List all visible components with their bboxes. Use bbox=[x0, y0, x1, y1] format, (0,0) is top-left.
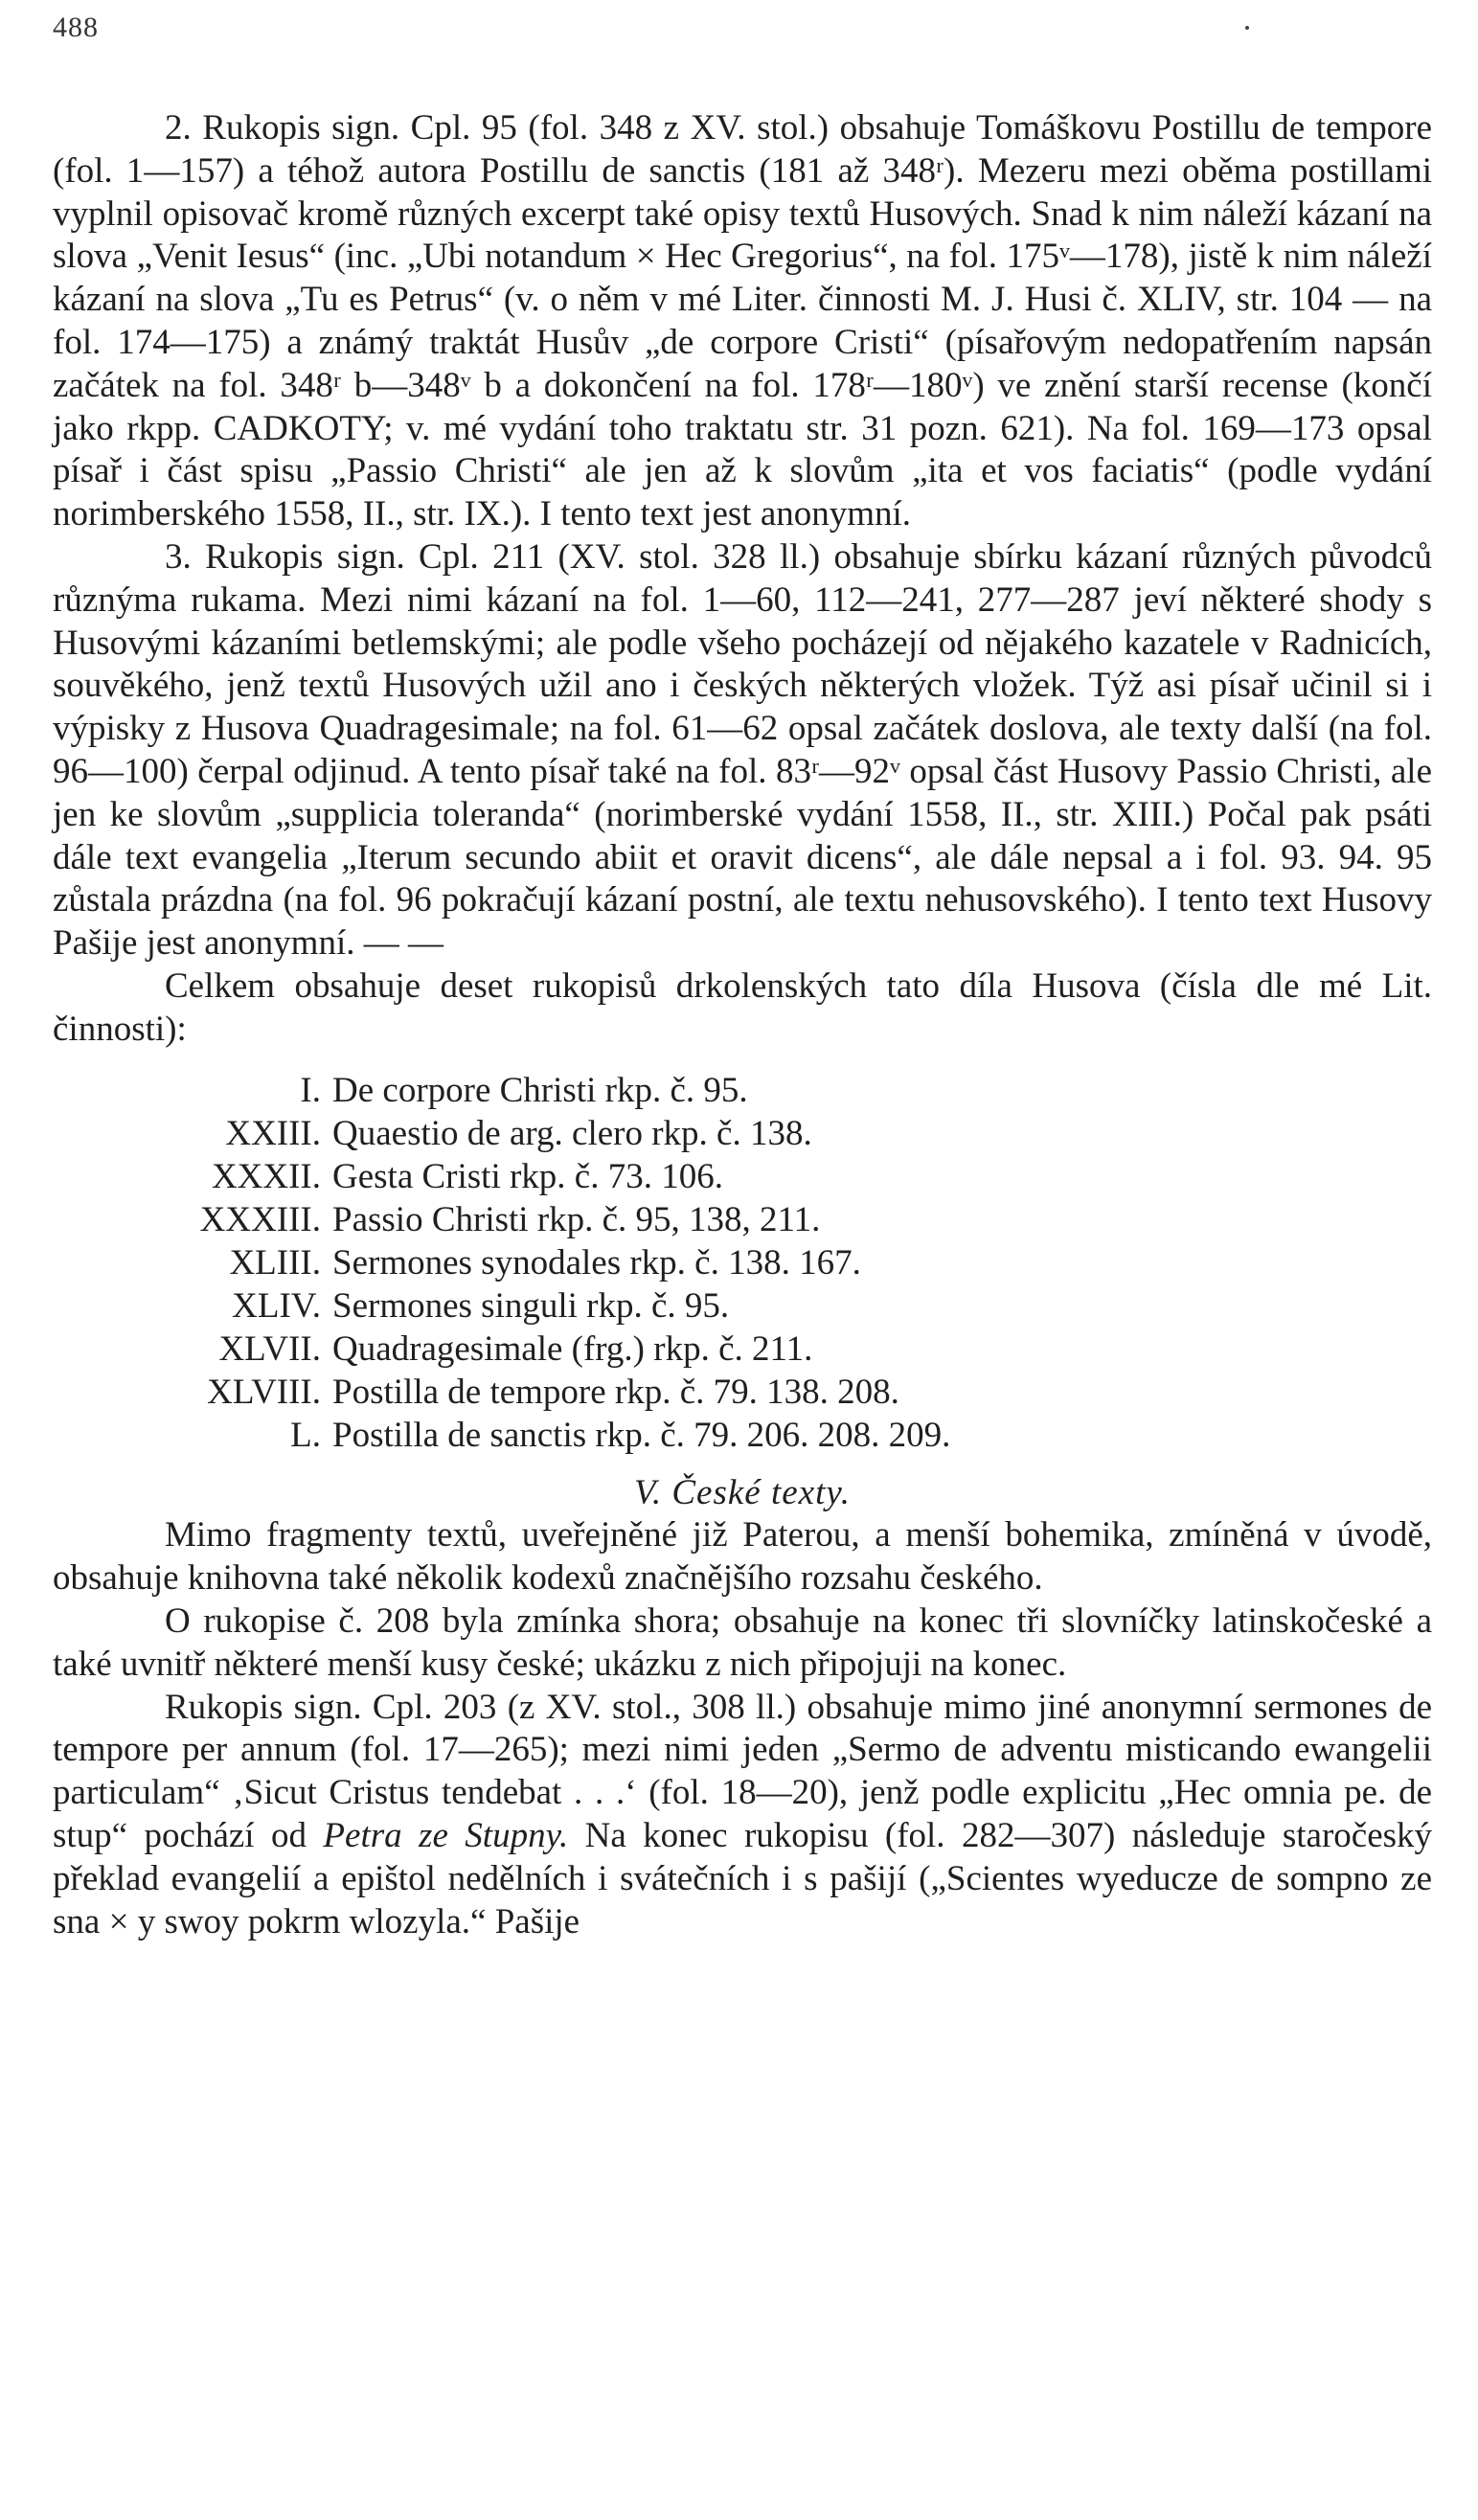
paragraph-text: Na konec rukopisu (fol. 282—307) následuje staročeský překlad evangelií a epištol nedělních i svátečních i s pašijí („Scientes wyeducze de sompno ze sna × y swoy pokrm wlozyla.“ Pašije bbox=[53, 1815, 1433, 1941]
page-number: 488 bbox=[53, 11, 99, 43]
paragraph-intro-czech: Mimo fragmenty textů, uveřejněné již Paterou, a menší bohemika, zmíněná v úvodě, obsahuje knihovna také několik kodexů značnějšího rozsahu českého. bbox=[53, 1515, 1432, 1599]
paragraph-rukopis-95: 2. Rukopis sign. Cpl. 95 (fol. 348 z XV. stol.) obsahuje Tomáškovu Postillu de tempore (fol. 1—157) a téhož autora Postillu de sanctis (181 až 348ʳ). Mezeru mezi oběma postillami vyplnil opisovač kromě různých excerpt také opisy textů Husových. Snad k nim náleží kázaní na slova „Venit Iesus“ (inc. „Ubi notandum × Hec Gregorius“, na fol. 175ᵛ—178), jistě k nim náleží kázaní na slova „Tu es Petrus“ (v. o něm v mé Liter. činnosti M. J. Husi č. XLIV, str. 104 — na fol. 174—175) a známý traktát Husův „de corpore Cristi“ (písařovým nedopatřením napsán začátek na fol. 348ʳ b—348ᵛ b a dokončení na fol. 178ʳ—180ᵛ) ve znění starší recense (končí jako rkpp. CADKOTY; v. mé vydání toho traktatu str. 31 pozn. 621). Na fol. 169—173 opsal písař i část spisu „Passio Christi“ ale jen až k slovům „ita et vos faciatis“ (podle vydání norimberského 1558, II., str. IX.). I tento text jest anonymní. bbox=[53, 108, 1432, 534]
work-title: Sermones synodales rkp. č. 138. 167. bbox=[332, 1242, 861, 1283]
works-list bbox=[53, 1069, 1432, 1457]
list-item bbox=[53, 1414, 1432, 1457]
work-number: I. bbox=[300, 1070, 321, 1110]
work-title: Quaestio de arg. clero rkp. č. 138. bbox=[332, 1113, 812, 1153]
work-title: Postilla de tempore rkp. č. 79. 138. 208. bbox=[332, 1372, 899, 1412]
work-title: De corpore Christi rkp. č. 95. bbox=[332, 1070, 748, 1110]
work-number: XXXIII. bbox=[199, 1199, 321, 1239]
page-body bbox=[53, 107, 1432, 1943]
work-title: Postilla de sanctis rkp. č. 79. 206. 208. 209. bbox=[332, 1415, 951, 1455]
work-title: Passio Christi rkp. č. 95, 138, 211. bbox=[332, 1199, 821, 1239]
work-number: XLVIII. bbox=[207, 1372, 321, 1412]
print-speck bbox=[1245, 26, 1249, 30]
work-number: XLIV. bbox=[232, 1285, 321, 1326]
list-item bbox=[53, 1112, 1432, 1155]
list-item bbox=[53, 1155, 1432, 1198]
paragraph-rukopis-211: 3. Rukopis sign. Cpl. 211 (XV. stol. 328 ll.) obsahuje sbírku kázaní různých původců různýma rukama. Mezi nimi kázaní na fol. 1—60, 112—241, 277—287 jeví některé shody s Husovými kázaními betlemskými; ale podle všeho pocházejí od nějakého kazatele v Radnicích, souvěkého, jenž textů Husových užil ano i českých některých vložek. Týž asi písař učinil si i výpisky z Husova Quadragesimale; na fol. 61—62 opsal začátek doslova, ale texty další (na fol. 96—100) čerpal odjinud. A tento písař také na fol. 83ʳ—92ᵛ opsal část Husovy Passio Christi, ale jen ke slovům „supplicia toleranda“ (norimberské vydání 1558, II., str. XIII.) Počal pak psáti dále text evangelia „Iterum secundo abiit et oravit dicens“, ale dále nepsal a i fol. 93. 94. 95 zůstala prázdna (na fol. 96 pokračují kázaní postní, ale textu nehusovského). I tento text Husovy Pašije jest anonymní. — — bbox=[53, 536, 1432, 964]
list-item bbox=[53, 1069, 1432, 1112]
work-number: XXIII. bbox=[225, 1113, 321, 1153]
paragraph-rukopis-203 bbox=[53, 1687, 1432, 1944]
list-item bbox=[53, 1241, 1432, 1284]
section-heading: V. České texty. bbox=[634, 1472, 851, 1512]
work-number: L. bbox=[290, 1415, 321, 1455]
paragraph-text: Rukopis sign. Cpl. 203 (z XV. stol., 308 ll.) obsahuje mimo jiné anonymní sermones de tempore per annum (fol. 17—265); mezi nimi jeden „Sermo de adventu misticando ewangelii particulam“ ‚Sicut Cristus tendebat . . .‘ (fol. 18—20), jenž podle explicitu „Hec omnia pe. de stup“ pochází od bbox=[53, 1687, 1432, 1855]
list-item bbox=[53, 1198, 1432, 1241]
list-item bbox=[53, 1371, 1432, 1414]
work-number: XLIII. bbox=[229, 1242, 321, 1283]
work-title: Sermones singuli rkp. č. 95. bbox=[332, 1285, 730, 1326]
work-title: Quadragesimale (frg.) rkp. č. 211. bbox=[332, 1328, 813, 1369]
list-item bbox=[53, 1328, 1432, 1371]
paragraph-rukopis-208: O rukopise č. 208 byla zmínka shora; obsahuje na konec tři slovníčky latinskočeské a také uvnitř některé menší kusy české; ukázku z nich připojuji na konec. bbox=[53, 1601, 1432, 1684]
paragraph-summary: Celkem obsahuje deset rukopisů drkolenských tato díla Husova (čísla dle mé Lit. činnosti): bbox=[53, 965, 1432, 1049]
work-title: Gesta Cristi rkp. č. 73. 106. bbox=[332, 1156, 723, 1196]
work-number: XLVII. bbox=[218, 1328, 321, 1369]
list-item bbox=[53, 1284, 1432, 1328]
work-number: XXXII. bbox=[211, 1156, 321, 1196]
author-name: Petra ze Stupny. bbox=[323, 1815, 569, 1855]
